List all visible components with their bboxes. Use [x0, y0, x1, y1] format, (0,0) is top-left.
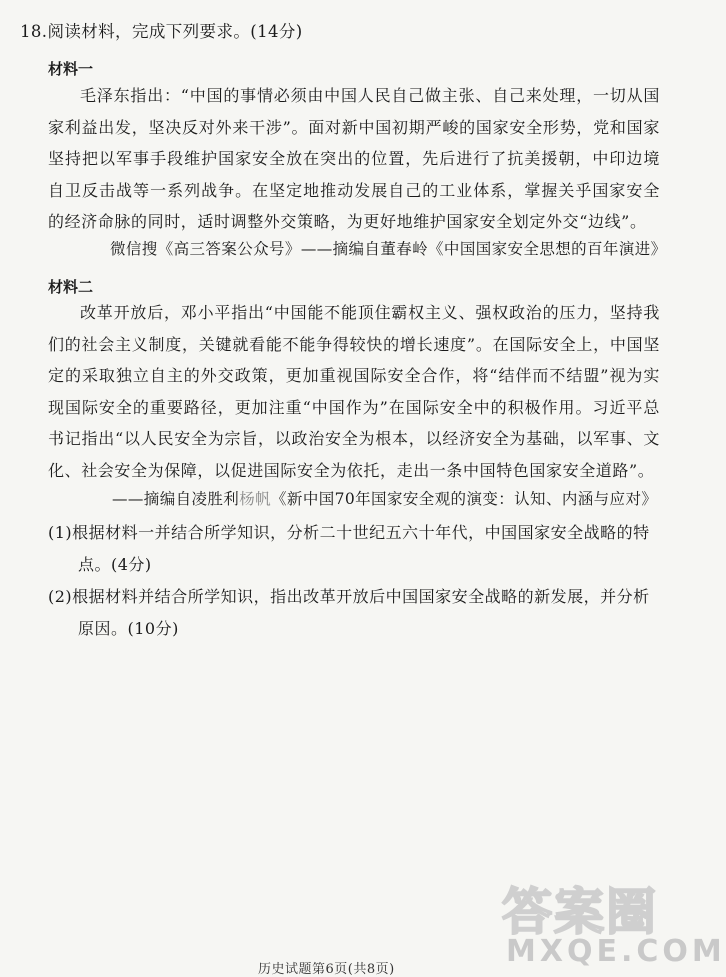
material-two-source-prefix: ——摘编自凌胜利	[112, 490, 240, 508]
watermark-text: MXQE.COM	[506, 934, 726, 969]
watermark-glyphs: 答案圈	[502, 883, 658, 941]
material-two-source	[112, 487, 657, 509]
page-footer: 历史试题第6页(共8页)	[258, 962, 395, 977]
material-two-source-title: 《新中国70年国家安全观的演变：认知、内涵与应对》	[271, 490, 658, 508]
subquestion-2: (2)根据材料并结合所学知识，指出改革开放后中国国家安全战略的新发展，并分析原因。(10分)	[48, 587, 650, 638]
material-one-source	[110, 237, 667, 259]
material-one-label: 材料一	[48, 60, 94, 78]
question-title: 18.阅读材料，完成下列要求。(14分)	[20, 22, 303, 41]
material-two-text: 改革开放后，邓小平指出“中国能不能顶住霸权主义、强权政治的压力，坚持我们的社会主义制度，关键就看能不能争得较快的增长速度”。在国际安全上，中国坚定的采取独立自主的外交政策，更加重视国际安全合作，将“结伴而不结盟”视为实现国际安全的重要路径，更加注重“中国作为”在国际安全中的积极作用。习近平总书记指出“以人民安全为宗旨，以政治安全为根本，以经济安全为基础，以军事、文化、社会安全为保障，以促进国际安全为依托，走出一条中国特色国家安全道路”。	[48, 303, 660, 480]
source-overlay-text: 微信搜《高三答案公众号》	[110, 240, 301, 258]
material-one-text: 毛泽东指出：“中国的事情必须由中国人民自己做主张、自己来处理，一切从国家利益出发，坚决反对外来干涉”。面对新中国初期严峻的国家安全形势，党和国家坚持把以军事手段维护国家安全放在突出的位置，先后进行了抗美援朝，中印边境自卫反击战等一系列战争。在坚定地推动发展自己的工业体系，掌握关乎国家安全的经济命脉的同时，适时调整外交策略，为更好地维护国家安全划定外交“边线”。	[48, 86, 660, 231]
material-one-citation: ——摘编自董春岭《中国国家安全思想的百年演进》	[300, 240, 667, 258]
subquestion-1: (1)根据材料一并结合所学知识，分析二十世纪五六十年代，中国国家安全战略的特点。(4分)	[48, 523, 650, 574]
watermark-logo	[500, 872, 726, 969]
material-two-label: 材料二	[48, 278, 94, 296]
material-two-source-faint: 杨帆	[239, 490, 272, 508]
